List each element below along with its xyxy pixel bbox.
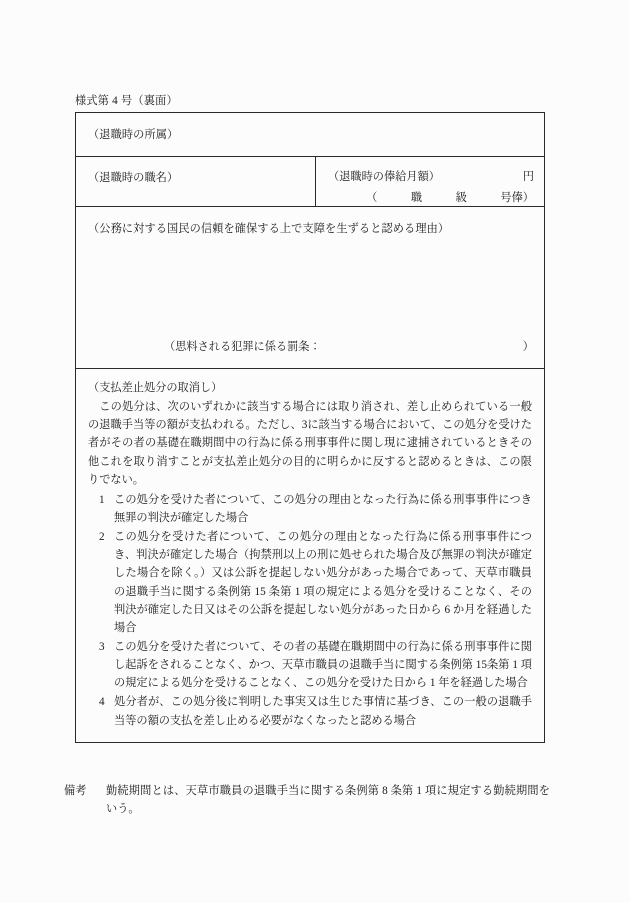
list-item [88,528,532,637]
cancellation-conditions-list [88,491,532,730]
cell-salary-amount [316,157,544,206]
remark-text: 勤続期間とは、天草市職員の退職手当に関する条例第 8 条第 1 項に規定する勤続期間をいう。 [106,785,550,816]
row-affiliation [76,113,544,157]
list-item [88,638,532,692]
retirement-allowance-form-table [75,112,545,743]
list-item-number: 1 [99,493,105,506]
list-item-number: 2 [99,531,105,544]
salary-line-primary [328,168,534,184]
list-item [88,693,532,729]
remark-label: 備考 [64,785,87,797]
list-item-text: この処分を受けた者について、この処分の理由となった行為に係る刑事事件につき、判決が確定した場合（拘禁刑以上の刑に処せられた場合及び無罪の判決が確定した場合を除く。）又は公訴を提起しない処分があった場合であって、天草市職員の退職手当に関する条例第 15 条第 1 項の規定による処分を受けることなく、その判決が確定した日又はその公訴を提起しない処分があった日から 6 か月を経過した場合 [114,531,532,634]
remark-note [64,782,550,818]
row-reason [76,207,544,369]
penal-provision-close-paren: ） [522,341,534,353]
affiliation-label: （退職時の所属） [88,129,179,141]
cancellation-intro-paragraph: この処分は、次のいずれかに該当する場合には取り消され、差し止められている一般の退職手当等の額が支払われる。ただし、3に該当する場合において、この処分を受けた者がその者の基礎在職期間中の行為に係る刑事事件に関し現に逮捕されているときその他これを取り消すことが支払差止処分の目的に明らかに反すると認めるときは、この限りでない。 [88,401,532,486]
penal-provision-line [164,338,534,354]
job-name-label: （退職時の職名） [88,172,179,184]
cancellation-section-title: （支払差止処分の取消し） [88,382,223,394]
form-number-heading: 様式第 4 号（裏面） [75,95,178,107]
list-item-number: 3 [99,640,105,653]
row-jobname-salary [76,157,544,207]
list-item-text: この処分を受けた者について、この処分の理由となった行為に係る刑事事件につき無罪の判決が確定した場合 [114,493,532,524]
list-item-text: この処分を受けた者について、その者の基礎在職期間中の行為に係る刑事事件に関し起訴をされることなく、かつ、天草市職員の退職手当に関する条例第 15条第 1 項の規定による処分を受けることなく、この処分を受けた日から 1 年を経過した場合 [114,640,532,690]
row-cancellation-notice [76,369,544,742]
list-item [88,491,532,527]
list-item-text: 処分者が、この処分後に判明した事実又は生じた事情に基づき、この一般の退職手当等の額の支払を差し止める必要がなくなったと認める場合 [114,696,532,727]
penal-provision-label: （思料される犯罪に係る罰条： [164,341,321,353]
salary-label: （退職時の俸給月額） [328,171,440,183]
reason-label: （公務に対する国民の信頼を確保する上で支障を生ずると認める理由） [88,223,450,235]
salary-grade-line: （ 職 級 号俸） [366,192,534,204]
list-item-number: 4 [99,696,105,709]
cell-job-name [76,157,316,206]
salary-unit-label: 円 [522,171,534,183]
